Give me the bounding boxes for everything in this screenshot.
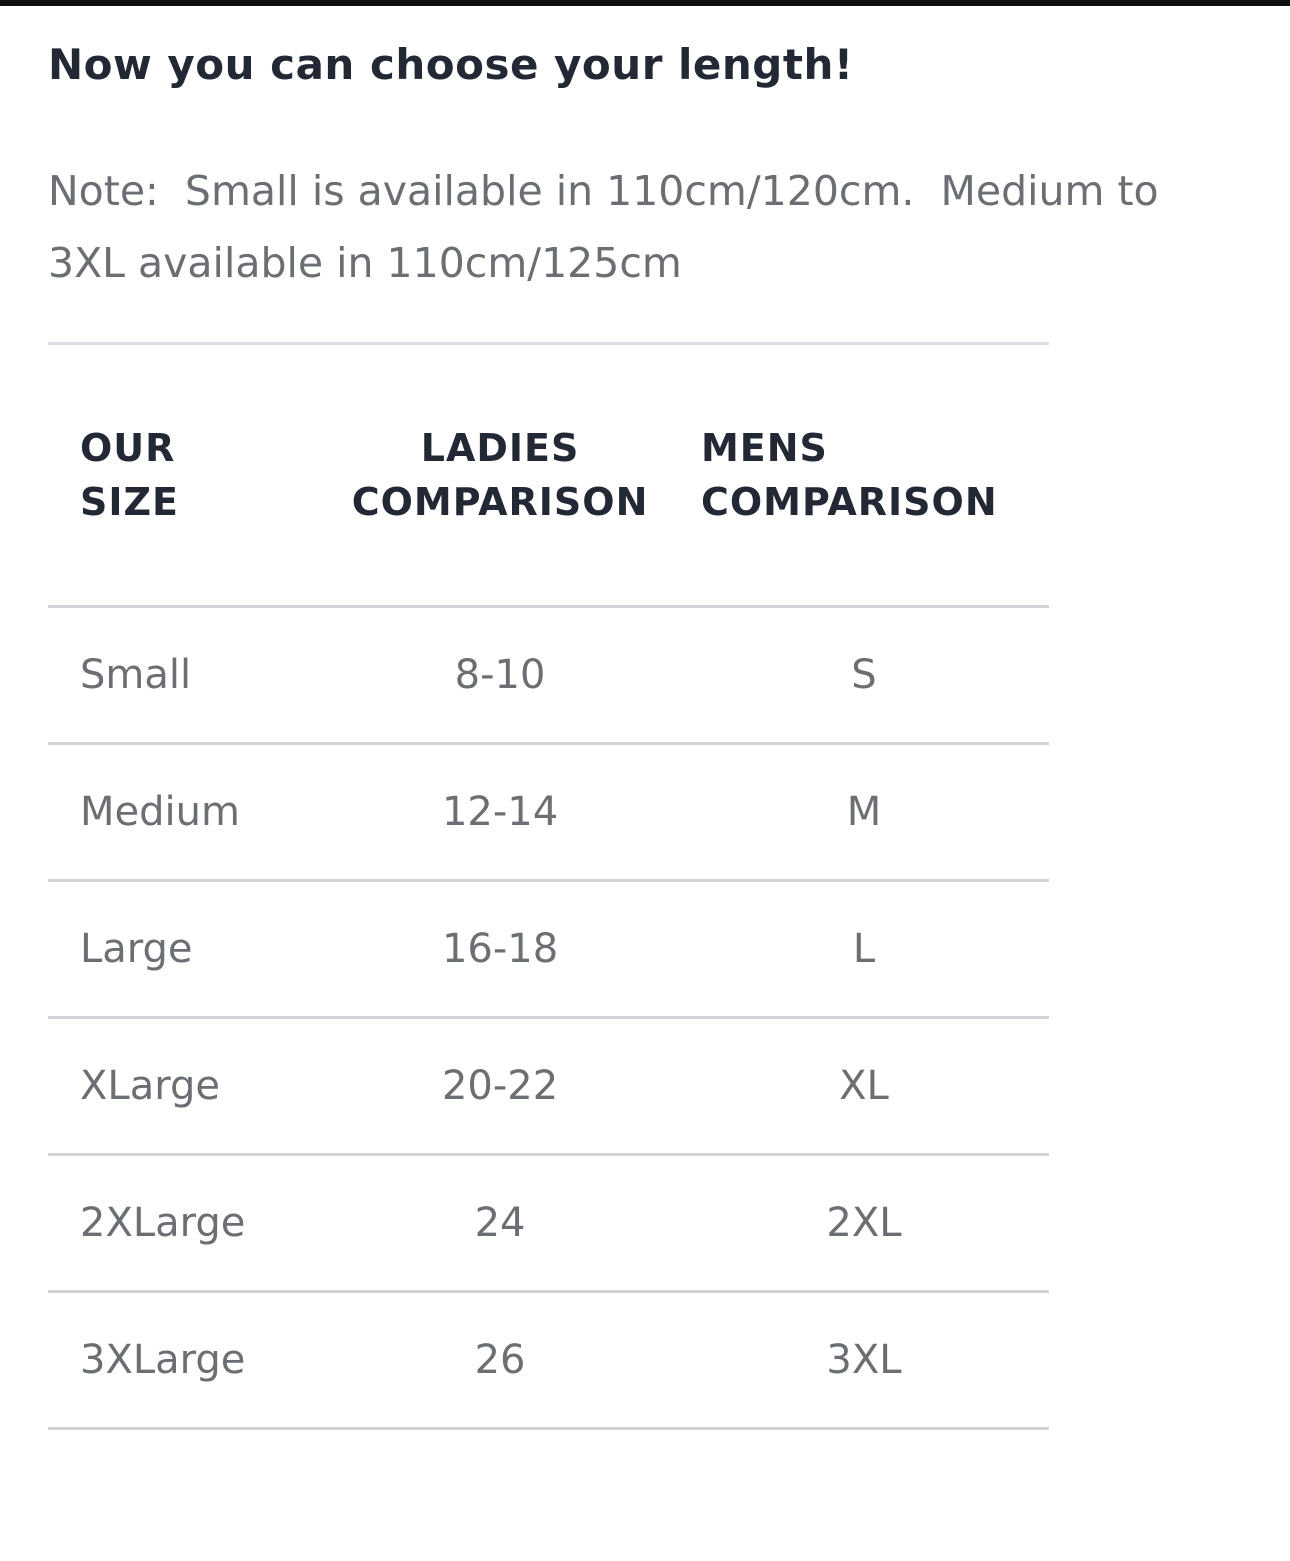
table-row: [48, 881, 1049, 1018]
cell-ladies-size: 8-10: [321, 607, 679, 744]
header-our-size: [48, 344, 321, 607]
page-heading: Now you can choose your length!: [48, 40, 854, 89]
cell-our-size: XLarge: [48, 1018, 321, 1155]
cell-our-size: 3XLarge: [48, 1292, 321, 1429]
header-ladies-line2: COMPARISON: [351, 480, 649, 524]
size-comparison-table: [48, 342, 1049, 1430]
cell-mens-size: XL: [679, 1018, 1049, 1155]
cell-ladies-size: 24: [321, 1155, 679, 1292]
header-our-size-line1: OUR: [80, 426, 176, 470]
header-ladies-comparison: [321, 344, 679, 607]
cell-mens-size: 2XL: [679, 1155, 1049, 1292]
table-row: [48, 607, 1049, 744]
cell-mens-size: M: [679, 744, 1049, 881]
top-border: [0, 0, 1290, 6]
header-mens-line1: MENS: [700, 426, 828, 470]
header-our-size-line2: SIZE: [80, 480, 180, 524]
cell-ladies-size: 26: [321, 1292, 679, 1429]
cell-our-size: Medium: [48, 744, 321, 881]
table-row: [48, 744, 1049, 881]
cell-our-size: Small: [48, 607, 321, 744]
cell-mens-size: 3XL: [679, 1292, 1049, 1429]
table-header-row: [48, 344, 1049, 607]
cell-mens-size: S: [679, 607, 1049, 744]
availability-note: Note: Small is available in 110cm/120cm. Medium to 3XL available in 110cm/125cm: [48, 167, 1159, 287]
cell-mens-size: L: [679, 881, 1049, 1018]
cell-ladies-size: 20-22: [321, 1018, 679, 1155]
table-row: [48, 1155, 1049, 1292]
header-ladies-line1: LADIES: [420, 426, 580, 470]
cell-our-size: 2XLarge: [48, 1155, 321, 1292]
cell-our-size: Large: [48, 881, 321, 1018]
header-mens-line2: COMPARISON: [700, 480, 998, 524]
header-mens-comparison: [679, 344, 1049, 607]
cell-ladies-size: 12-14: [321, 744, 679, 881]
table-row: [48, 1018, 1049, 1155]
table-row: [48, 1292, 1049, 1429]
cell-ladies-size: 16-18: [321, 881, 679, 1018]
